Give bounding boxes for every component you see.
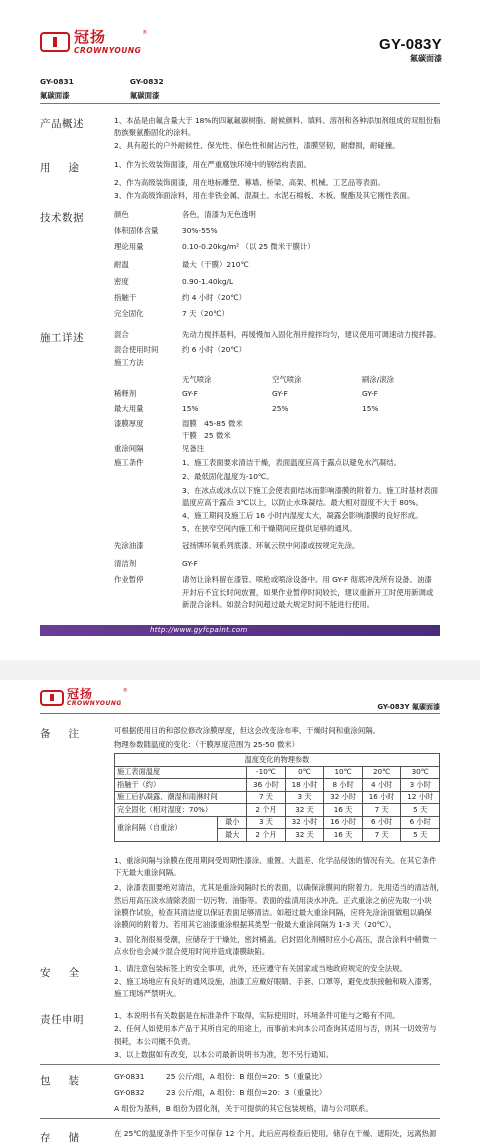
construction-key: 施工方法 bbox=[114, 358, 144, 367]
packing-value: 23 公斤/组，A 组份：B 组份=20：3（重量比） bbox=[166, 1088, 327, 1097]
table-row bbox=[115, 791, 440, 804]
table-cell: 2 个月 bbox=[247, 829, 286, 842]
brand-mark-icon bbox=[40, 690, 64, 706]
condition-line: 温度应高于露点 3℃以上，以防止水珠凝结。最大相对湿度不大于 80%。 bbox=[182, 498, 424, 507]
tech-row bbox=[114, 260, 249, 271]
notes-line: 1、重涂间隔与涂膜在使用期间受周期性漆涂、重置、大温差、化学品侵蚀的情况有关。在其它条件 bbox=[114, 856, 437, 865]
tech-key: 理论用量 bbox=[114, 242, 144, 251]
condition-line: 4、施工期间及施工后 16 小时内湿度太大，凝露会影响漆膜的良好形成。 bbox=[182, 511, 423, 520]
table-cell: 7 天 bbox=[247, 791, 286, 804]
method-airless: 无气喷涂 bbox=[182, 375, 212, 384]
variant-code: GY-0831 bbox=[40, 77, 74, 86]
section-title-disclaimer: 责任申明 bbox=[40, 1014, 84, 1026]
table-header-row bbox=[115, 766, 440, 779]
brand-registered: ® bbox=[122, 688, 128, 694]
variant-list bbox=[40, 77, 164, 101]
notes-intro2: 物理参数随温度的变化：（干膜厚度范围为 25-50 微米） bbox=[114, 740, 300, 749]
packing-value: 25 公斤/组，A 组份：B 组份=20：5（重量比） bbox=[166, 1072, 327, 1081]
max-usage-key: 最大用量 bbox=[114, 404, 144, 413]
safety-line: 施工现场严禁明火。 bbox=[114, 989, 181, 998]
page2-header-model: GY-083Y 氟碳面漆 bbox=[377, 703, 440, 711]
film-row bbox=[114, 431, 231, 442]
table-cell: 最小 bbox=[218, 816, 247, 829]
table-cell: 完全固化（相对湿度：70%） bbox=[115, 804, 247, 817]
physical-params-table bbox=[114, 753, 440, 842]
brand-logo bbox=[40, 30, 147, 55]
divider bbox=[40, 713, 440, 714]
table-cell: 施工后扒凝露、潮湿和雨淋时间 bbox=[115, 791, 247, 804]
table-cell: 4 小时 bbox=[362, 779, 401, 792]
primer-value: 冠扬牌环氧系列底漆、环氧云铁中间漆或按规定先涂。 bbox=[182, 541, 360, 550]
tech-row bbox=[114, 210, 256, 221]
construction-value: 先动力搅拌基料，再缓慢加入固化剂并搅拌均匀，建议使用可调速动力搅拌器。 bbox=[182, 330, 441, 339]
stop-line: 新混合涂料。如混合时间超过最大规定时间不能进行使用。 bbox=[182, 600, 375, 609]
tech-value: 7 天（20℃） bbox=[182, 309, 229, 318]
table-header-cell: 10℃ bbox=[324, 766, 363, 779]
primer-key: 先涂油漆 bbox=[114, 541, 144, 550]
table-cell: 6 小时 bbox=[362, 816, 401, 829]
variant-name: 氟碳面漆 bbox=[40, 90, 70, 100]
section-title-storage: 存储 bbox=[40, 1132, 97, 1144]
method-brush: 刷涂/滚涂 bbox=[362, 375, 395, 384]
brand-mark-icon bbox=[40, 32, 70, 52]
page-separator bbox=[0, 660, 480, 680]
tech-key: 指触干 bbox=[114, 293, 137, 302]
table-cell: 16 小时 bbox=[362, 791, 401, 804]
brand-registered: ® bbox=[142, 30, 148, 36]
overview-line: 1、本品是由氟含量大于 18%的四氟氟碳树脂、耐候颜料、填料、溶剂和各种添加剂组成的双组份脂 bbox=[114, 116, 441, 125]
tech-row bbox=[114, 226, 218, 237]
tech-row bbox=[114, 242, 315, 253]
variant-2 bbox=[130, 77, 164, 101]
table-header-cell: 30℃ bbox=[401, 766, 440, 779]
film-row bbox=[114, 419, 243, 430]
brand-name-en: CROWNYOUNG bbox=[74, 46, 142, 55]
brand-name-cn: 冠扬 bbox=[74, 28, 107, 46]
table-cell: 5 天 bbox=[401, 829, 440, 842]
tech-row bbox=[114, 309, 229, 320]
brand-name-cn: 冠扬 bbox=[67, 687, 94, 701]
stop-row bbox=[114, 588, 433, 599]
max-usage-row bbox=[114, 404, 378, 415]
table-cell: 2 个月 bbox=[247, 804, 286, 817]
tech-value: 0.10-0.20kg/m² （以 25 微米干膜计） bbox=[182, 242, 315, 251]
recoat-key: 重涂间隔 bbox=[114, 444, 144, 453]
usage-line: 3、作为高级饰面涂料，用在非铁金属、混凝土、水泥石棉板、木板、聚酯及其它刚性表面。 bbox=[114, 191, 415, 200]
tech-value: 约 4 小时（20℃） bbox=[182, 293, 247, 302]
notes-line: 然后用高压淡水清除表面一切污物、油脂等。表面的盐渍用淡水冲洗。正式重涂之前应先取一小块 bbox=[114, 896, 432, 905]
thinner-row bbox=[114, 389, 378, 400]
table-header-cell: 0℃ bbox=[285, 766, 324, 779]
divider bbox=[40, 1064, 440, 1065]
packing-note: A 组份为基料，B 组份为固化剂，关于可提供的其它包装规格，请与公司联系。 bbox=[114, 1104, 373, 1113]
table-row bbox=[115, 816, 440, 829]
cleaner-value: GY-F bbox=[182, 559, 198, 568]
condition-row bbox=[114, 498, 423, 509]
condition-line: 3、在冰点或冰点以下施工会使表面结冰而影响漆膜的附着力。施工时基材表面 bbox=[182, 486, 438, 495]
variant-code: GY-0832 bbox=[129, 77, 164, 86]
thinner-value: GY-F bbox=[182, 389, 198, 398]
table-cell: 32 天 bbox=[285, 804, 324, 817]
tech-key: 颜色 bbox=[114, 210, 129, 219]
table-cell: 指触干（约） bbox=[115, 779, 247, 792]
tech-key: 完全固化 bbox=[114, 309, 144, 318]
section-title-notes: 备注 bbox=[40, 728, 97, 740]
disclaimer-line: 2、任何人如使用本产品于其所自定的用途上，而事前未向本公司查询其适用与否，则其一切效劳与 bbox=[114, 1024, 437, 1033]
tech-key: 密度 bbox=[114, 277, 129, 286]
table-cell: 3 小时 bbox=[401, 779, 440, 792]
tech-value: 0.90-1.40kg/L bbox=[182, 277, 234, 286]
table-header-cell: -10℃ bbox=[247, 766, 286, 779]
notes-line: 下无最大重涂间隔。 bbox=[114, 868, 181, 877]
condition-row bbox=[114, 458, 401, 469]
stop-row bbox=[114, 575, 432, 586]
stop-line: 开封后不宜长时间放置，如果作业暂停时间较长，建议重新开工时使用新调或 bbox=[182, 588, 434, 597]
divider bbox=[40, 1118, 440, 1119]
usage-line: 2、作为高级装饰面漆，用在地标雕塑、幕墙、桥梁、高架、机械、工艺品等表面。 bbox=[114, 178, 385, 187]
film-dry: 干膜 25 微米 bbox=[182, 431, 231, 440]
condition-row bbox=[114, 486, 438, 497]
thinner-key: 稀释剂 bbox=[114, 389, 137, 398]
table-cell: 7 天 bbox=[362, 829, 401, 842]
table-cell: 3 天 bbox=[247, 816, 286, 829]
packing-key: GY-0831 bbox=[114, 1072, 145, 1081]
condition-row bbox=[114, 524, 357, 535]
stop-row bbox=[114, 600, 374, 611]
construction-row bbox=[114, 330, 441, 341]
max-usage-value: 15% bbox=[362, 404, 379, 413]
notes-line: 2、涂漆表面要绝对清洁，尤其是重涂间隔时长的表面，以确保涂膜间的附着力。先用适当的清洁剂， bbox=[114, 883, 444, 892]
variant-name: 氟碳面漆 bbox=[129, 90, 160, 100]
packing-key: GY-0832 bbox=[114, 1088, 145, 1097]
packing-row bbox=[114, 1072, 326, 1083]
max-usage-value: 25% bbox=[272, 404, 289, 413]
table-cell: 16 天 bbox=[324, 804, 363, 817]
storage-line: 在 25℃的温度条件下至少可保存 12 个月。此后应再检查后使用。储存在干燥、遮阳处，远离热源 bbox=[114, 1129, 437, 1138]
tech-value: 30%-55% bbox=[182, 226, 218, 235]
method-header-row bbox=[114, 375, 394, 386]
condition-key: 施工条件 bbox=[114, 458, 144, 467]
condition-line: 2、最低固化温度为-10℃。 bbox=[182, 472, 274, 481]
overview-line: 肪族聚氨酯固化的涂料。 bbox=[114, 128, 196, 137]
recoat-value: 见备注 bbox=[182, 444, 205, 453]
section-title-packing: 包装 bbox=[40, 1075, 97, 1087]
tech-row bbox=[114, 277, 233, 288]
table-caption-row bbox=[115, 754, 440, 767]
tech-row bbox=[114, 293, 246, 304]
construction-row bbox=[114, 345, 246, 356]
table-cell: 5 天 bbox=[401, 804, 440, 817]
disclaimer-line: 3、以上数据如有改变，以本公司最新说明书为准，恕不另行通知。 bbox=[114, 1050, 334, 1059]
variant-1 bbox=[40, 77, 74, 101]
recoat-row bbox=[114, 444, 204, 455]
film-key: 漆膜厚度 bbox=[114, 419, 144, 428]
film-wet: 湿膜 45-85 微米 bbox=[182, 419, 243, 428]
usage-line: 1、作为长效装饰面漆，用在严重腐蚀环境中的钢结构表面。 bbox=[114, 160, 311, 169]
brand-name-en: CROWNYOUNG bbox=[67, 700, 122, 707]
condition-row bbox=[114, 511, 423, 522]
notes-line: 涂膜间的附着力。若用其它油漆重涂根据其类型一般最大重涂间隔为 1-3 天（20℃）。 bbox=[114, 920, 397, 929]
thinner-value: GY-F bbox=[362, 389, 378, 398]
product-model: GY-083Y bbox=[379, 36, 442, 53]
table-cell: 32 天 bbox=[285, 829, 324, 842]
construction-value: 约 6 小时（20℃） bbox=[182, 345, 247, 354]
table-cell: 最大 bbox=[218, 829, 247, 842]
table-cell: 7 天 bbox=[362, 804, 401, 817]
table-cell: 12 小时 bbox=[401, 791, 440, 804]
table-cell: 6 小时 bbox=[401, 816, 440, 829]
notes-line: 3、固化剂很易受潮，应储存于干燥处，密封桶盖。启封固化剂桶时应小心高压，混合涂料中稍微一 bbox=[114, 935, 437, 944]
table-header-cell: 施工表面温度 bbox=[115, 766, 247, 779]
method-air: 空气喷涂 bbox=[272, 375, 302, 384]
primer-row bbox=[114, 541, 359, 552]
stop-key: 作业暂停 bbox=[114, 575, 144, 584]
section-title-safety: 安全 bbox=[40, 967, 97, 979]
tech-key: 体积固体含量 bbox=[114, 226, 159, 235]
notes-intro: 可根据使用目的和部位修改涂膜厚度，但这会改变涂布率、干燥时间和重涂间隔。 bbox=[114, 726, 381, 735]
table-row bbox=[115, 804, 440, 817]
table-cell: 8 小时 bbox=[324, 779, 363, 792]
product-name: 氟碳面漆 bbox=[410, 54, 442, 63]
table-caption: 温度变化的物理参数 bbox=[115, 754, 440, 767]
overview-line: 2、具有超长的户外耐候性、保光性、保色性和耐沾污性，漆膜坚韧，耐磨损，耐碰撞。 bbox=[114, 141, 400, 150]
table-cell: 32 小时 bbox=[285, 816, 324, 829]
table-cell: 36 小时 bbox=[247, 779, 286, 792]
packing-row bbox=[114, 1088, 326, 1099]
safety-line: 2、施工场地应有良好的通风设施，油漆工应戴好眼睛、手套、口罩等，避免皮肤接触和吸入漆雾， bbox=[114, 977, 437, 986]
section-title-usage: 用途 bbox=[40, 162, 97, 174]
stop-line: 请勿让涂料留在漆管、喷枪或喷涂设备中。用 GY-F 彻底冲洗所有设备。油漆 bbox=[182, 575, 432, 584]
table-cell: 32 小时 bbox=[324, 791, 363, 804]
construction-key: 混合使用时间 bbox=[114, 345, 159, 354]
tech-value: 最大（干膜）210℃ bbox=[182, 260, 249, 269]
cleaner-key: 清洁剂 bbox=[114, 559, 137, 568]
notes-line: 涂膜作试验，检查其清洁度以保证表面足够清洁。如超过最大重涂间隔，应将先涂涂面做粗以确保 bbox=[114, 908, 432, 917]
table-row bbox=[115, 779, 440, 792]
section-title-overview: 产品概述 bbox=[40, 118, 84, 130]
construction-key: 混合 bbox=[114, 330, 129, 339]
table-cell: 16 天 bbox=[324, 829, 363, 842]
condition-line: 1、施工表面要求清洁干燥，表面温度应高于露点以避免水汽凝结。 bbox=[182, 458, 402, 467]
condition-row bbox=[114, 472, 274, 483]
table-cell: 3 天 bbox=[285, 791, 324, 804]
thinner-value: GY-F bbox=[272, 389, 288, 398]
table-header-cell: 20℃ bbox=[362, 766, 401, 779]
safety-line: 1、请注意包装标签上的安全事项，此外，还应遵守有关国家或当地政府规定的安全法规。 bbox=[114, 964, 407, 973]
condition-line: 5、在狭窄空间内施工和干燥期间应提供足够的通风。 bbox=[182, 524, 357, 533]
website-link[interactable]: http://www.gyfcpaint.com bbox=[150, 626, 248, 634]
divider bbox=[40, 103, 440, 104]
table-cell: 16 小时 bbox=[324, 816, 363, 829]
section-title-construction: 施工详述 bbox=[40, 332, 84, 344]
tech-value: 各色，清漆为无色透明 bbox=[182, 210, 256, 219]
max-usage-value: 15% bbox=[182, 404, 199, 413]
section-title-tech: 技术数据 bbox=[40, 212, 84, 224]
cleaner-row bbox=[114, 559, 198, 570]
table-cell: 重涂间隔（自重涂） bbox=[115, 816, 218, 841]
construction-row bbox=[114, 358, 182, 369]
disclaimer-line: 1、本说明书有关数据是在标准条件下取得，实际使用时，环境条件可能与之略有不同。 bbox=[114, 1011, 400, 1020]
brand-logo-small bbox=[40, 688, 128, 707]
website-bar bbox=[40, 625, 440, 636]
table-cell: 18 小时 bbox=[285, 779, 324, 792]
notes-line: 点水份也会减少混合使用时间并造成漆膜缺陷。 bbox=[114, 947, 270, 956]
tech-key: 耐温 bbox=[114, 260, 129, 269]
disclaimer-line: 损耗，本公司概不负责。 bbox=[114, 1037, 196, 1046]
